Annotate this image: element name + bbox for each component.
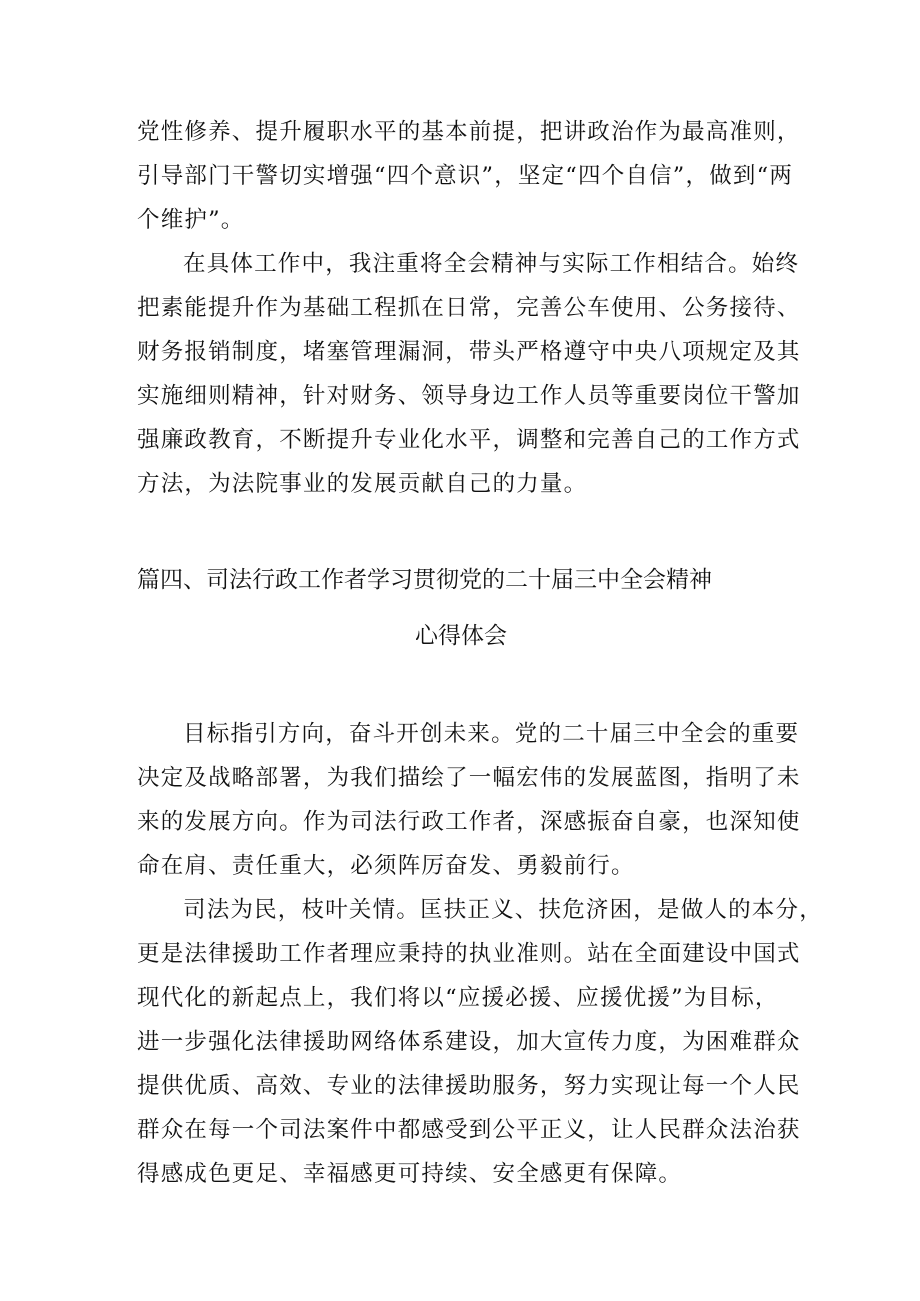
paragraph-line: 财务报销制度，堵塞管理漏洞，带头严格遵守中央八项规定及其 (137, 339, 801, 365)
paragraph-line: 强廉政教育，不断提升专业化水平，调整和完善自己的工作方式 (137, 427, 801, 453)
paragraph-line: 得感成色更足、幸福感更可持续、安全感更有保障。 (137, 1161, 683, 1187)
paragraph-line: 命在肩、责任重大，必须阵厉奋发、勇毅前行。 (137, 853, 635, 879)
paragraph-line: 引导部门干警切实增强“四个意识”，坚定“四个自信”，做到“两 (137, 163, 794, 189)
paragraph-line: 党性修养、提升履职水平的基本前提，把讲政治作为最高准则， (137, 119, 801, 145)
section-heading-subtitle: 心得体会 (415, 623, 507, 649)
paragraph-line: 更是法律援助工作者理应秉持的执业准则。站在全面建设中国式 (137, 941, 801, 967)
paragraph-line: 把素能提升作为基础工程抓在日常，完善公车使用、公务接待、 (137, 295, 801, 321)
paragraph-line: 个维护”。 (137, 207, 245, 233)
paragraph-line: 方法，为法院事业的发展贡献自己的力量。 (137, 471, 588, 497)
paragraph-line: 提供优质、高效、专业的法律援助服务，努力实现让每一个人民 (137, 1073, 801, 1099)
paragraph-line: 进一步强化法律援助网络体系建设，加大宣传力度，为困难群众 (137, 1029, 801, 1055)
paragraph-line: 目标指引方向，奋斗开创未来。党的二十届三中全会的重要 (183, 721, 800, 747)
paragraph-line: 决定及战略部署，为我们描绘了一幅宏伟的发展蓝图，指明了未 (137, 765, 801, 791)
paragraph-line: 群众在每一个司法案件中都感受到公平正义，让人民群众法治获 (137, 1117, 801, 1143)
paragraph-line: 来的发展方向。作为司法行政工作者，深感振奋自豪，也深知使 (137, 809, 801, 835)
paragraph-line: 实施细则精神，针对财务、领导身边工作人员等重要岗位干警加 (137, 383, 801, 409)
paragraph-line: 在具体工作中，我注重将全会精神与实际工作相结合。始终 (183, 251, 800, 277)
paragraph-line: 现代化的新起点上，我们将以“应援必援、应援优援”为目标， (137, 985, 779, 1011)
section-heading: 篇四、司法行政工作者学习贯彻党的二十届三中全会精神 (137, 567, 712, 593)
paragraph-line: 司法为民，枝叶关情。匡扶正义、扶危济困，是做人的本分， (183, 897, 823, 923)
